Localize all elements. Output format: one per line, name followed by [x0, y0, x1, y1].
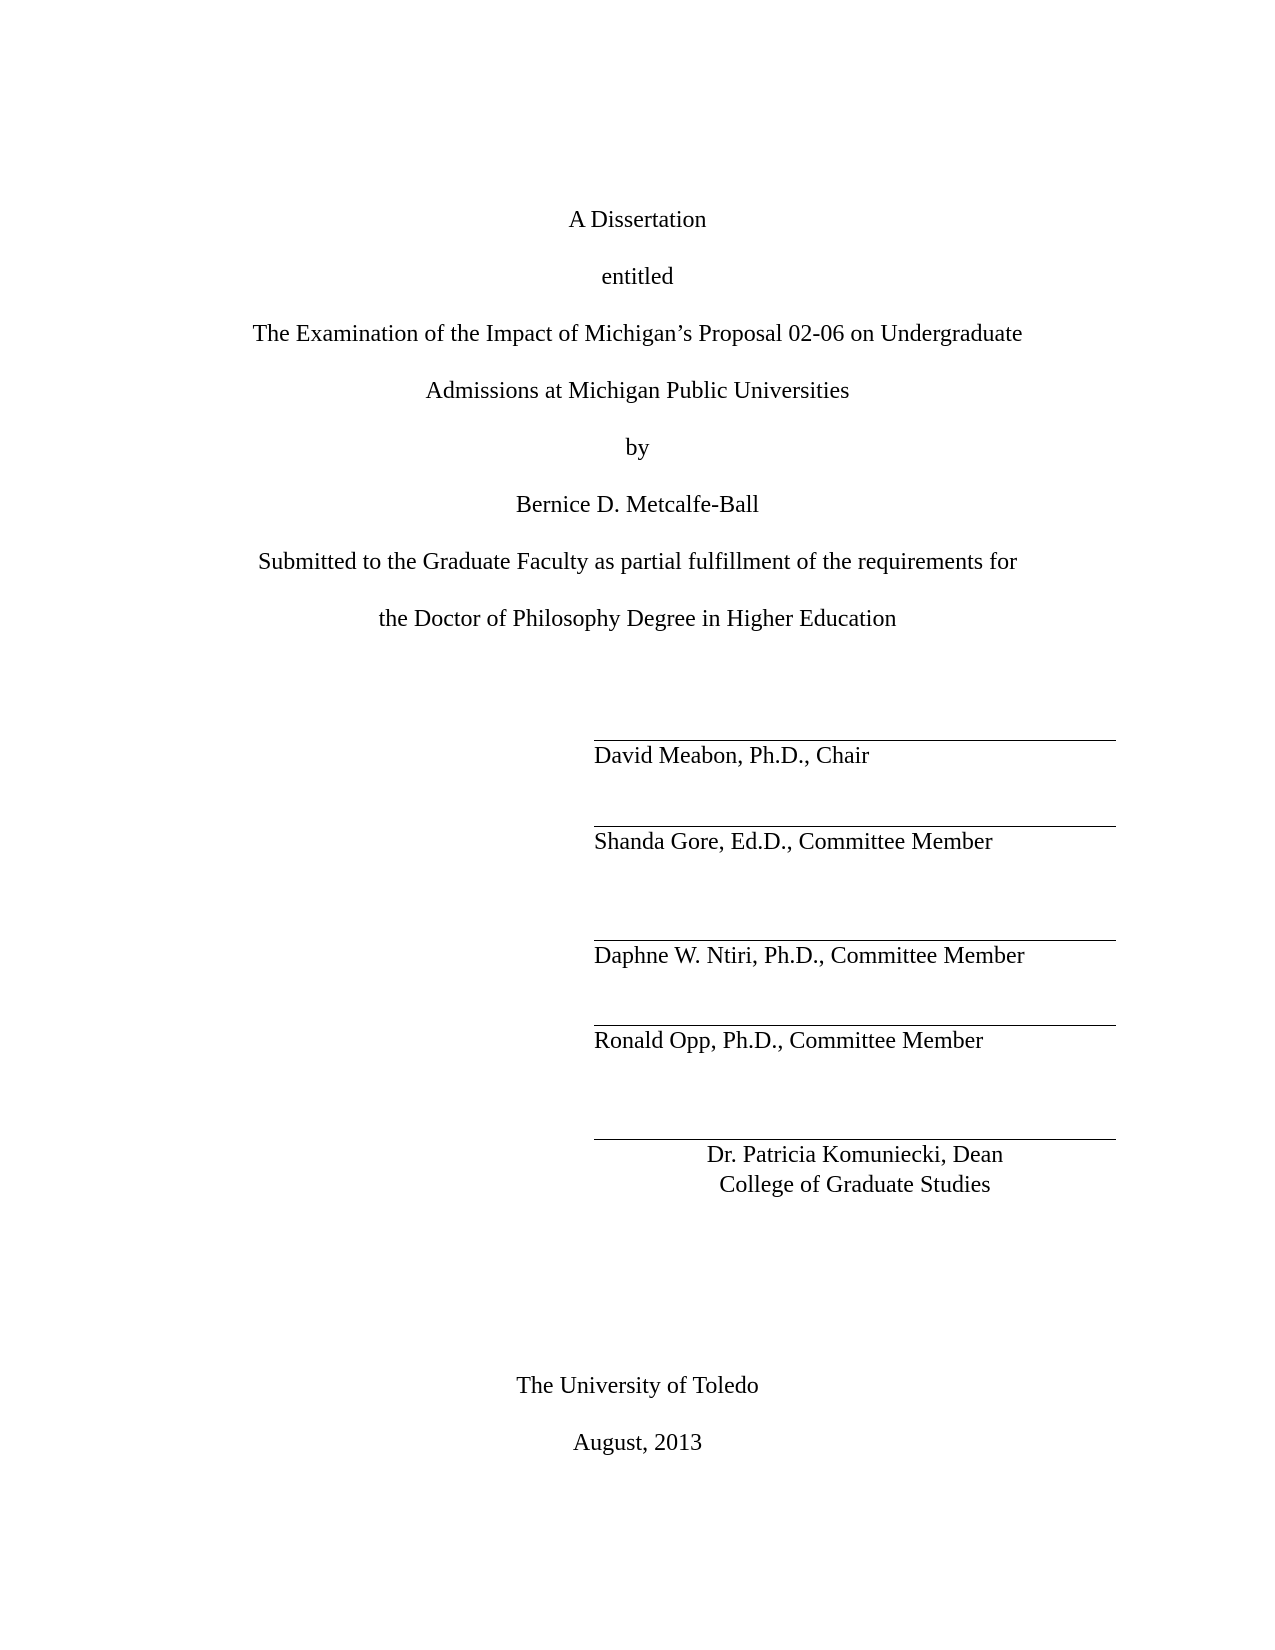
dissertation-title-line-2: Admissions at Michigan Public Universities [425, 378, 850, 404]
signature-block-member-1 [594, 826, 1116, 857]
submission-statement-line-1: Submitted to the Graduate Faculty as partial fulfillment of the requirements for [257, 549, 1018, 575]
signatory-name: David Meabon, Ph.D., Chair [594, 743, 870, 769]
entitled-label: entitled [601, 264, 674, 290]
signatory-name: Shanda Gore, Ed.D., Committee Member [594, 829, 993, 855]
dissertation-title-line-1: The Examination of the Impact of Michigan’s Proposal 02-06 on Undergraduate [252, 321, 1023, 347]
signature-block-dean [594, 1139, 1116, 1200]
signature-block-chair [594, 740, 1116, 771]
signature-block-member-2 [594, 940, 1116, 971]
institution-name: The University of Toledo [516, 1373, 759, 1399]
submission-date: August, 2013 [572, 1430, 703, 1456]
signature-block-member-3 [594, 1025, 1116, 1056]
document-type: A Dissertation [568, 207, 707, 233]
by-label: by [625, 435, 650, 461]
submission-statement-line-2: the Doctor of Philosophy Degree in Higher Education [378, 606, 897, 632]
dean-office: College of Graduate Studies [719, 1172, 991, 1198]
author-name: Bernice D. Metcalfe-Ball [515, 492, 760, 518]
signatory-name: Daphne W. Ntiri, Ph.D., Committee Member [594, 943, 1025, 969]
signatory-name: Ronald Opp, Ph.D., Committee Member [594, 1028, 984, 1054]
dean-name: Dr. Patricia Komuniecki, Dean [706, 1142, 1004, 1168]
